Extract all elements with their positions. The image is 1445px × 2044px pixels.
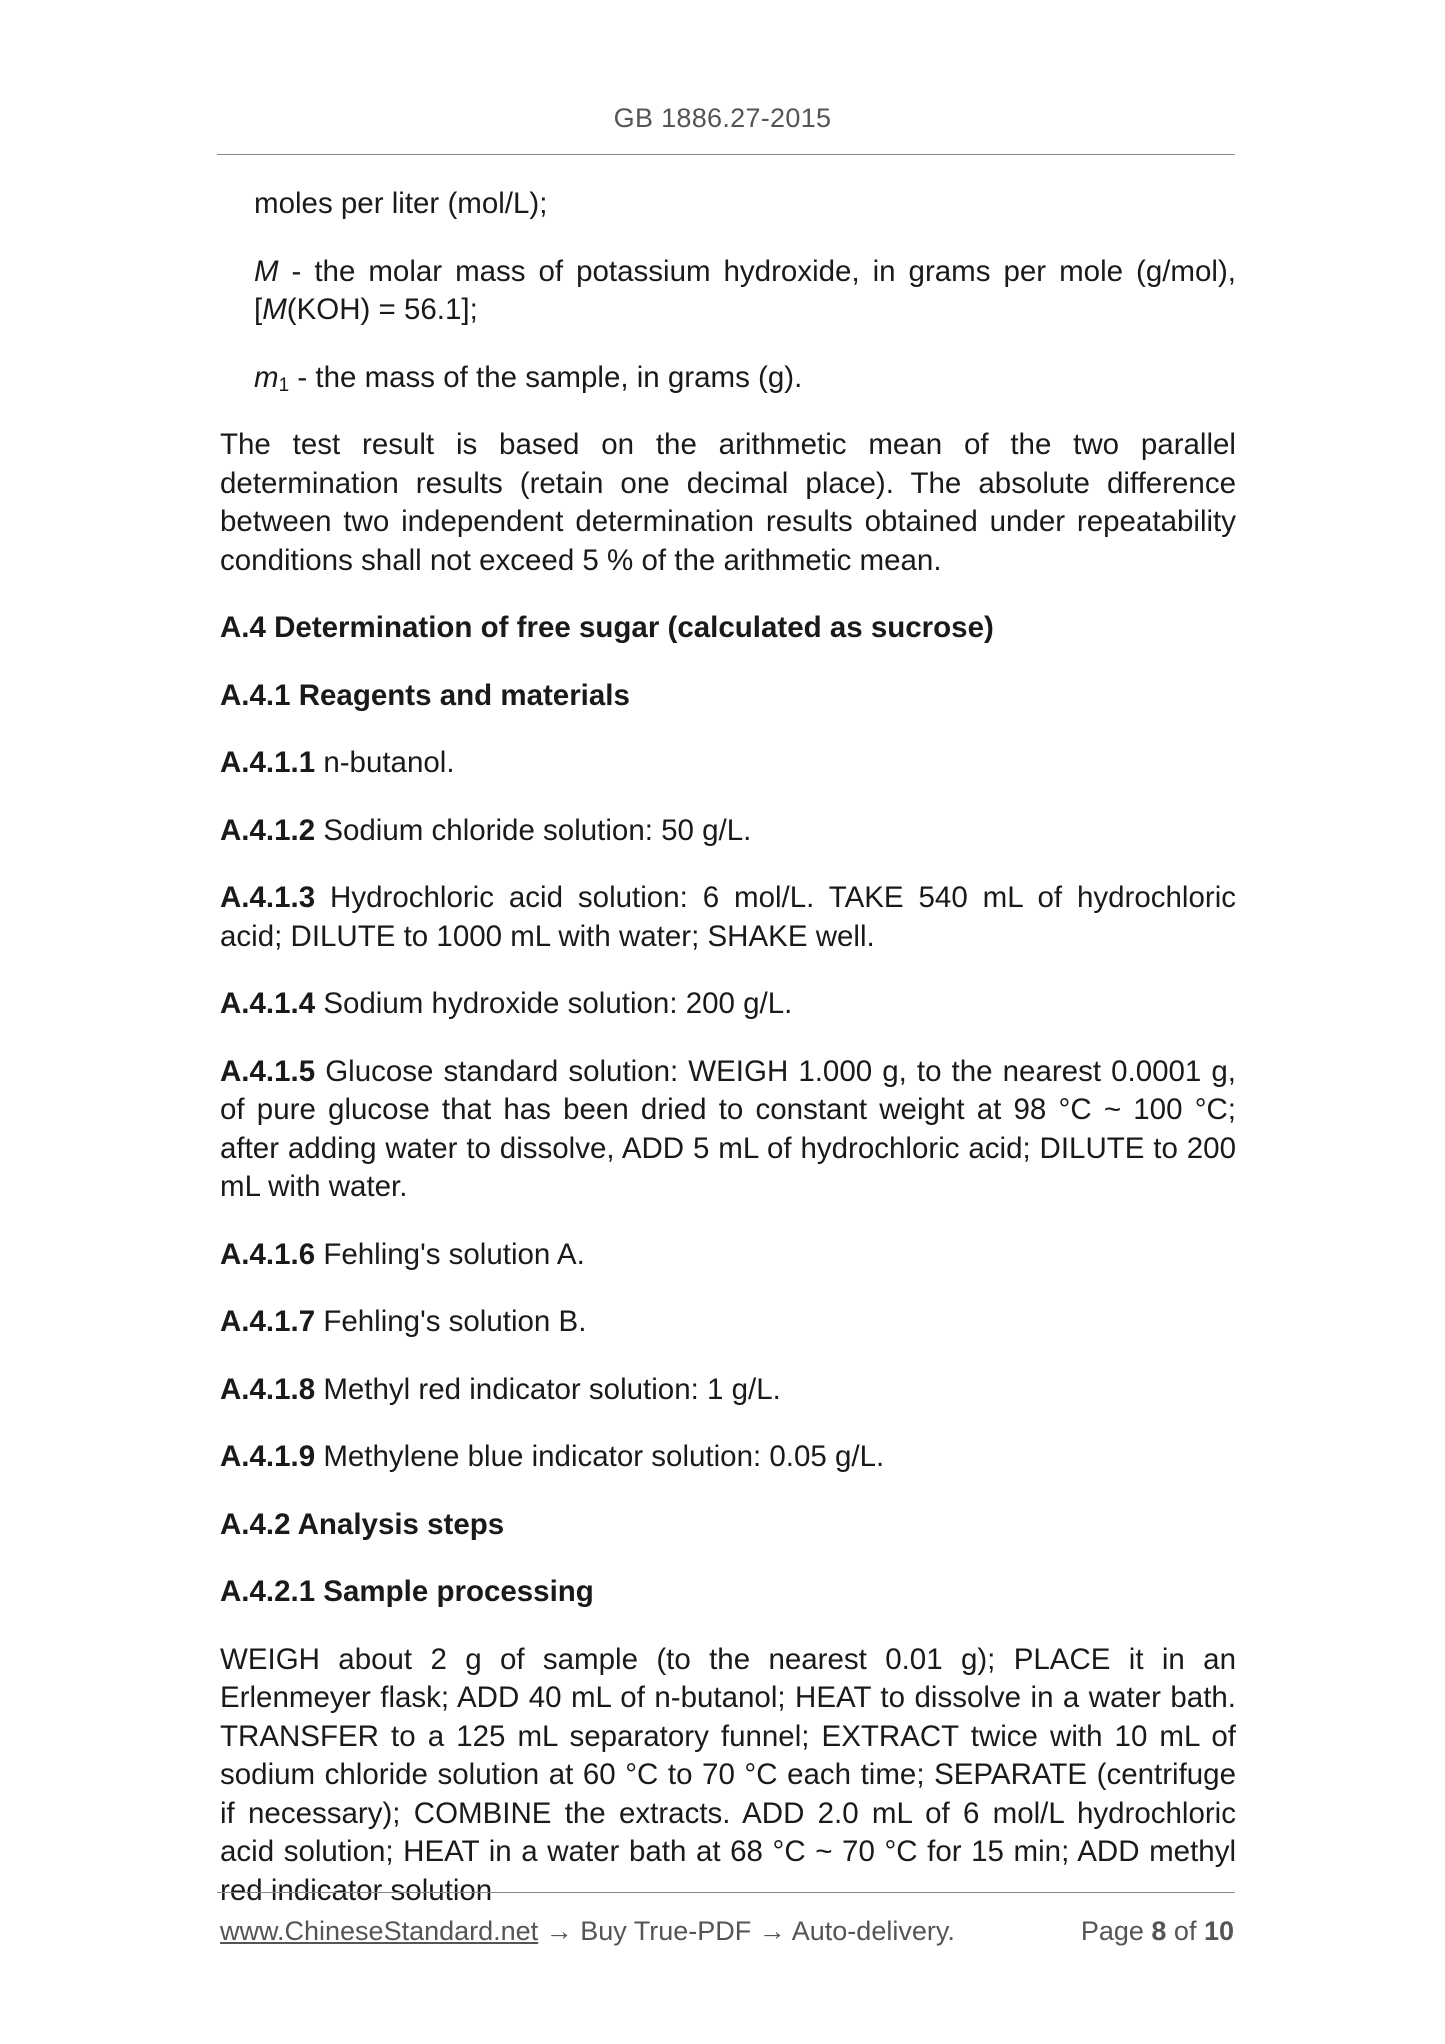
- arrow-icon: →: [751, 1916, 792, 1946]
- header-divider: [217, 154, 1235, 155]
- footer-promo: [220, 1916, 955, 1947]
- variable-definition-m1: [220, 359, 1236, 398]
- reagent-item: [220, 1371, 1236, 1410]
- test-result-paragraph: The test result is based on the arithmetic mean of the two parallel determination results (retain one decimal place). The absolute difference between two independent determination results obtained under repeatability conditions shall not exceed 5 % of the arithmetic mean.: [220, 428, 1236, 577]
- clause-number: A.4.1.4: [220, 987, 316, 1020]
- variable-definition-continuation: moles per liter (mol/L);: [254, 187, 548, 220]
- reagent-item: [220, 744, 1236, 783]
- clause-text: Hydrochloric acid solution: 6 mol/L. TAKE 540 mL of hydrochloric acid; DILUTE to 1000 mL with water; SHAKE well.: [220, 881, 1236, 953]
- clause-text: Fehling's solution B.: [315, 1305, 587, 1338]
- current-page: 8: [1151, 1916, 1167, 1946]
- symbol-m: m: [254, 360, 279, 394]
- section-heading-a41: A.4.1 Reagents and materials: [220, 678, 630, 712]
- symbol-subscript: 1: [278, 374, 290, 396]
- definition-text-tail: (KOH) = 56.1];: [286, 293, 478, 326]
- clause-text: Methylene blue indicator solution: 0.05 g/L.: [315, 1440, 885, 1473]
- reagent-item: [220, 1053, 1236, 1207]
- footer-divider: [217, 1892, 1235, 1893]
- symbol-M: M: [254, 254, 279, 288]
- section-heading-a42: A.4.2 Analysis steps: [220, 1507, 505, 1541]
- clause-text: Methyl red indicator solution: 1 g/L.: [315, 1372, 781, 1406]
- clause-number: A.4.1.9: [220, 1440, 316, 1473]
- clause-number: A.4.1.8: [220, 1372, 316, 1406]
- page-label: Page: [1080, 1916, 1152, 1946]
- of-label: of: [1166, 1916, 1204, 1946]
- definition-text: - the molar mass of potassium hydroxide, in grams per mole (g/mol), [: [254, 254, 1236, 326]
- clause-text: Sodium hydroxide solution: 200 g/L.: [315, 987, 793, 1020]
- page-header-standard-code: GB 1886.27-2015: [613, 103, 832, 133]
- sample-processing-paragraph: WEIGH about 2 g of sample (to the nearest 0.01 g); PLACE it in an Erlenmeyer flask; ADD 40 mL of n-butanol; HEAT to dissolve in a water bath. TRANSFER to a 125 mL separatory funnel; EXTRACT twice with 10 mL of sodium chloride solution at 60 °C to 70 °C each time; SEPARATE (centrifuge if necessary); COMBINE the extracts. ADD 2.0 mL of 6 mol/L hydrochloric acid solution; HEAT in a water bath at 68 °C ~ 70 °C for 15 min; ADD methyl red indicator solution: [220, 1642, 1236, 1907]
- buy-true-pdf-text: Buy True-PDF: [580, 1916, 752, 1946]
- section-heading-a4: A.4 Determination of free sugar (calculated as sucrose): [220, 611, 994, 644]
- clause-text: Fehling's solution A.: [315, 1237, 585, 1271]
- clause-number: A.4.1.1: [220, 746, 316, 779]
- page-number: [1081, 1916, 1234, 1947]
- reagent-item: [220, 985, 1236, 1024]
- auto-delivery-text: Auto-delivery.: [791, 1916, 955, 1946]
- definition-text: - the mass of the sample, in grams (g).: [289, 360, 803, 394]
- clause-number: A.4.1.5: [220, 1054, 316, 1088]
- reagent-item: [220, 1438, 1236, 1477]
- clause-number: A.4.1.3: [220, 881, 316, 914]
- document-body: [220, 185, 1236, 1939]
- total-pages: 10: [1203, 1916, 1234, 1946]
- clause-text: n-butanol.: [315, 746, 455, 779]
- reagent-item: [220, 879, 1236, 956]
- clause-number: A.4.1.7: [220, 1305, 316, 1338]
- section-heading-a421: A.4.2.1 Sample processing: [220, 1575, 594, 1608]
- website-link[interactable]: www.ChineseStandard.net: [220, 1916, 539, 1946]
- clause-number: A.4.1.6: [220, 1237, 316, 1271]
- clause-number: A.4.1.2: [220, 813, 316, 847]
- variable-definition-M: [220, 253, 1236, 330]
- arrow-icon: →: [538, 1916, 581, 1946]
- clause-text: Glucose standard solution: WEIGH 1.000 g, to the nearest 0.0001 g, of pure glucose that has been dried to constant weight at 98 °C ~ 100 °C; after adding water to dissolve, ADD 5 mL of hydrochloric acid; DILUTE to 200 mL with water.: [220, 1054, 1236, 1203]
- clause-text: Sodium chloride solution: 50 g/L.: [315, 813, 752, 847]
- reagent-item: [220, 812, 1236, 851]
- reagent-item: [220, 1303, 1236, 1342]
- symbol-M-inline: M: [262, 293, 287, 326]
- reagent-item: [220, 1236, 1236, 1275]
